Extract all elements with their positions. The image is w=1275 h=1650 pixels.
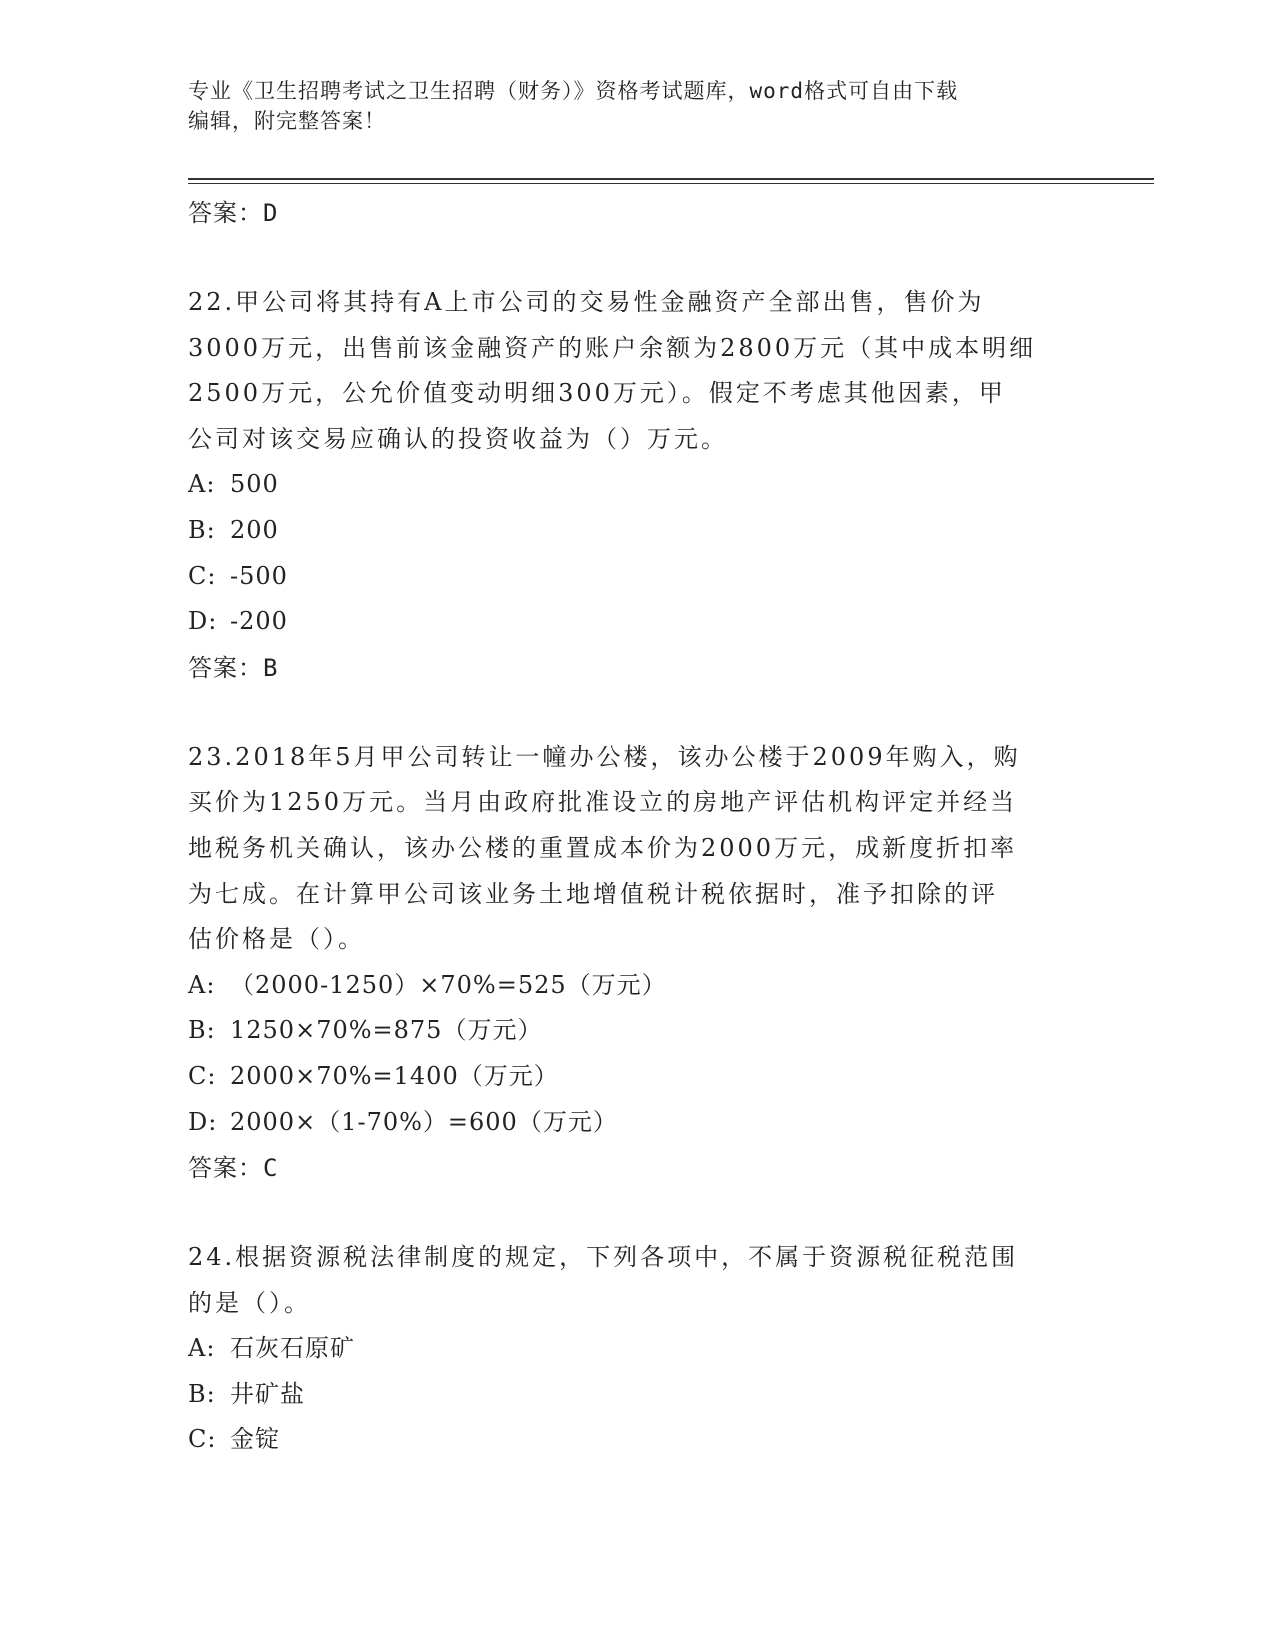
option-label: C:	[188, 1425, 217, 1454]
stem-line: 买价为1250万元。当月由政府批准设立的房地产评估机构评定并经当	[188, 788, 1018, 817]
page-header	[188, 76, 1068, 136]
option-text: 石灰石原矿	[230, 1334, 355, 1363]
option-a	[188, 963, 1088, 1009]
option-text: 1250×70%=875（万元）	[230, 1016, 543, 1045]
option-label: A:	[188, 470, 216, 499]
stem-line: 22.甲公司将其持有A上市公司的交易性金融资产全部出售，售价为	[188, 288, 985, 316]
option-a	[188, 1326, 1088, 1372]
stem-line: 的是（）。	[188, 1288, 311, 1317]
option-text: 200	[230, 515, 279, 544]
option-text: 井矿盐	[230, 1379, 305, 1408]
option-text: 2000×70%=1400（万元）	[230, 1061, 559, 1090]
option-label: A:	[188, 1334, 216, 1363]
header-divider-thin	[188, 183, 1154, 184]
question-stem	[188, 1235, 1088, 1326]
option-text: （2000-1250）×70%=525（万元）	[230, 970, 667, 999]
stem-line: 3000万元，出售前该金融资产的账户余额为2800万元（其中成本明细	[188, 333, 1037, 362]
option-label: A:	[188, 970, 216, 999]
stem-line: 公司对该交易应确认的投资收益为（）万元。	[188, 424, 728, 453]
stem-line: 23.2018年5月甲公司转让一幢办公楼，该办公楼于2009年购入，购	[188, 742, 1021, 771]
answer-line: 答案：B	[188, 653, 279, 682]
stem-line: 为七成。在计算甲公司该业务土地增值税计税依据时，准予扣除的评	[188, 879, 998, 908]
answer-line: 答案：C	[188, 1154, 279, 1183]
question-24	[188, 1235, 1088, 1463]
option-label: B:	[188, 1016, 216, 1045]
option-label: C:	[188, 1061, 217, 1090]
option-c	[188, 1054, 1088, 1100]
question-stem	[188, 280, 1088, 462]
question-spacer	[188, 236, 1088, 280]
option-label: C:	[188, 561, 217, 590]
stem-line: 地税务机关确认，该办公楼的重置成本价为2000万元，成新度折扣率	[188, 833, 1018, 862]
question-23	[188, 735, 1088, 1191]
option-b	[188, 1008, 1088, 1054]
option-label: B:	[188, 515, 216, 544]
question-22	[188, 280, 1088, 691]
stem-line: 2500万元，公允价值变动明细300万元）。假定不考虑其他因素，甲	[188, 379, 1006, 408]
header-line-2: 编辑，附完整答案！	[188, 109, 386, 133]
option-c	[188, 1417, 1088, 1463]
option-text: -500	[230, 561, 288, 590]
option-text: 金锭	[230, 1425, 280, 1454]
stem-line: 估价格是（）。	[188, 925, 365, 954]
option-b	[188, 508, 1088, 554]
option-label: D:	[188, 607, 218, 636]
stem-line: 24.根据资源税法律制度的规定，下列各项中，不属于资源税征税范围	[188, 1243, 1019, 1272]
option-text: -200	[230, 607, 288, 636]
option-label: D:	[188, 1107, 218, 1136]
option-d	[188, 1100, 1088, 1146]
question-list	[188, 190, 1088, 1463]
option-a	[188, 462, 1088, 508]
question-stem	[188, 735, 1088, 963]
option-c	[188, 554, 1088, 600]
option-text: 2000×（1-70%）=600（万元）	[230, 1107, 618, 1136]
option-text: 500	[230, 470, 279, 499]
question-spacer	[188, 691, 1088, 735]
header-divider	[188, 178, 1154, 180]
header-line-1: 专业《卫生招聘考试之卫生招聘（财务）》资格考试题库，word格式可自由下载	[188, 79, 959, 103]
question-spacer	[188, 1191, 1088, 1235]
option-b	[188, 1372, 1088, 1418]
option-d	[188, 599, 1088, 645]
answer-line: 答案：D	[188, 199, 279, 227]
option-label: B:	[188, 1379, 216, 1408]
